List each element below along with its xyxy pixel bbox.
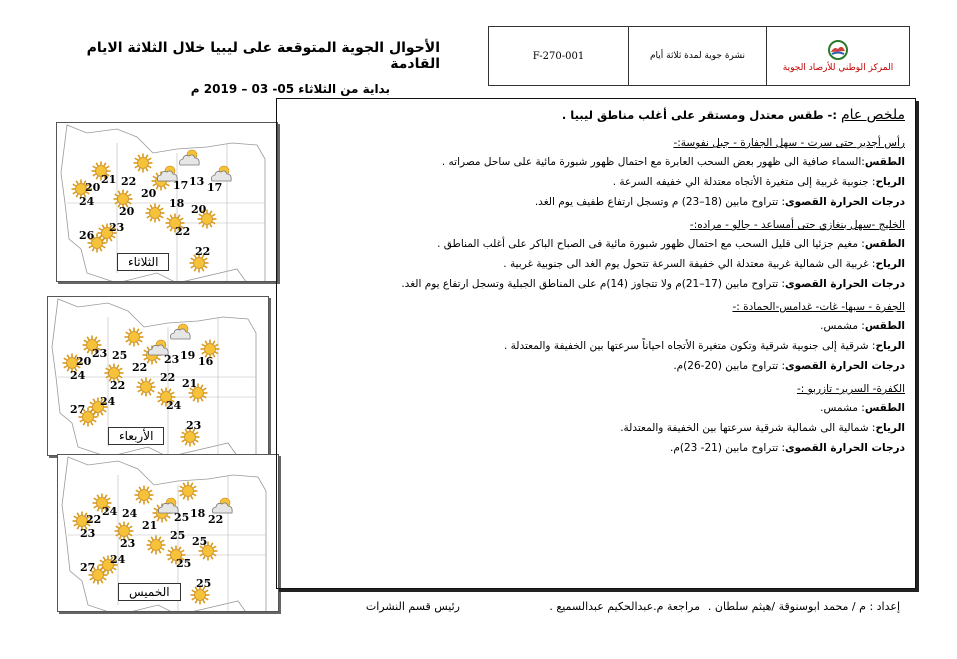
region-title: الجفرة - سبها- غات- غدامس-الحمادة :-: [732, 301, 905, 313]
map-temperature: 22: [132, 361, 148, 374]
weather-row: [285, 237, 905, 251]
map-temperature: 22: [208, 513, 224, 526]
map-temperature: 23: [92, 347, 108, 360]
weather-row: [285, 319, 905, 333]
map-temperature: 20: [76, 355, 92, 368]
map-temperature: 22: [195, 245, 211, 258]
wind-label: الرياح: [875, 422, 905, 434]
wind-text: : جنوبية غربية إلى متغيرة الأتجاه معتدلة الي خفيفه السرعة .: [612, 176, 876, 188]
wind-row: [285, 175, 905, 189]
bulletin-title: الأحوال الجوية المتوقعة على ليبيا خلال الثلاثة الايام القادمة: [86, 40, 440, 72]
wind-row: [285, 257, 905, 271]
map-temperature: 19: [180, 349, 196, 362]
weather-text: :السماء صافية الى ظهور بعض السحب العابرة مع احتمال ظهور شبورة مائية على ساحل مصراته .: [441, 156, 865, 168]
weather-row: [285, 155, 905, 169]
map-temperature: 24: [102, 505, 118, 518]
department-head: رئيس قسم النشرات: [365, 600, 460, 613]
map-temperature: 21: [182, 377, 198, 390]
region-block: [285, 383, 905, 455]
wind-row: [285, 339, 905, 353]
map-day-label: الثلاثاء: [117, 253, 169, 271]
wind-row: [285, 421, 905, 435]
region-title: الخليج -سهل بنغازي حتى أمساعد - جالو - مراده:-: [689, 219, 905, 231]
map-day-label: الأربعاء: [108, 427, 164, 445]
meteorology-center-logo-icon: [823, 39, 853, 61]
map-temperature: 24: [110, 553, 126, 566]
temperature-text: : تتراوح مابين (21- 23)م.: [670, 442, 786, 454]
map-temperature: 24: [100, 395, 116, 408]
wind-label: الرياح: [875, 340, 905, 352]
sunny-icon: [146, 535, 166, 555]
map-temperature: 25: [196, 577, 212, 590]
map-temperature: 13: [189, 175, 205, 188]
map-temperature: 26: [79, 229, 95, 242]
map-panel-wednesday: [47, 296, 269, 456]
bulletin-title-block: [40, 40, 440, 96]
map-temperature: 20: [141, 187, 157, 200]
map-temperature: 27: [70, 403, 86, 416]
region-block: [285, 137, 905, 209]
weather-label: الطقس: [864, 402, 905, 414]
publication-type: نشرة جوية لمدة ثلاثة أيام: [629, 27, 767, 85]
temperature-label: درجات الحرارة القصوى: [785, 360, 905, 372]
map-temperature: 24: [166, 399, 182, 412]
sunny-icon: [133, 153, 153, 173]
sunny-icon: [134, 485, 154, 505]
map-temperature: 24: [79, 195, 95, 208]
sunny-icon: [178, 481, 198, 501]
temperature-text: : تتراوح مابين (18–23) م وتسجل ارتفاع طفيف يوم الغد.: [534, 196, 786, 208]
map-temperature: 22: [121, 175, 137, 188]
map-temperature: 25: [112, 349, 128, 362]
map-temperature: 17: [207, 181, 223, 194]
temperature-text: : تتراوح مابين (20-26)م.: [673, 360, 786, 372]
map-temperature: 24: [122, 507, 138, 520]
temperature-row: [285, 359, 905, 373]
partly-cloudy-icon: [168, 323, 192, 341]
map-temperature: 24: [70, 369, 86, 382]
weather-label: الطقس: [864, 238, 905, 250]
weather-text: : مغيم جزئيا الى قليل السحب مع احتمال ظهور شبورة مائية فى الصباح الباكر على أغلب المناطق .: [437, 238, 865, 250]
map-temperature: 22: [110, 379, 126, 392]
sunny-icon: [136, 377, 156, 397]
temperature-row: [285, 441, 905, 455]
map-temperature: 18: [169, 197, 185, 210]
wind-text: : شرقية إلى جنوبية شرقية وتكون متغيرة الأتجاه احياناً سرعتها بين الخفيفة والمعتدلة .: [503, 340, 876, 352]
map-panel-thursday: [57, 454, 279, 612]
map-temperature: 23: [186, 419, 202, 432]
temperature-row: [285, 195, 905, 209]
map-temperature: 20: [85, 181, 101, 194]
reviewed-by: مراجعة م.عبدالحكيم عبدالسميع .: [549, 600, 700, 613]
region-title: الكفرة- السرير- تازربو :-: [796, 383, 905, 395]
temperature-text: : تتراوح مابين (17–21)م ولا تتجاوز (14)م على المناطق الجبلية وتسجل ارتفاع يوم الغد.: [401, 278, 786, 290]
wind-label: الرياح: [875, 258, 905, 270]
wind-label: الرياح: [875, 176, 905, 188]
map-day-label: الخميس: [118, 583, 181, 601]
summary-text: :- طقس معتدل ومستقر على أغلب مناطق ليبيا .: [561, 108, 837, 122]
map-temperature: 23: [164, 353, 180, 366]
map-temperature: 25: [174, 511, 190, 524]
wind-text: : غربية الى شمالية غربية معتدلة الي خفيفة السرعة تتحول يوم الغد الى جنوبية غربية .: [503, 258, 876, 270]
weather-label: الطقس: [864, 320, 905, 332]
map-temperature: 23: [120, 537, 136, 550]
map-temperature: 21: [101, 173, 117, 186]
sunny-icon: [145, 203, 165, 223]
region-block: [285, 301, 905, 373]
organization-cell: [767, 27, 909, 85]
map-temperature: 23: [109, 221, 125, 234]
map-temperature: 20: [119, 205, 135, 218]
map-temperature: 22: [160, 371, 176, 384]
map-temperature: 16: [198, 355, 214, 368]
temperature-row: [285, 277, 905, 291]
partly-cloudy-icon: [177, 149, 201, 167]
map-temperature: 20: [191, 203, 207, 216]
regions-list: [285, 137, 905, 455]
region-block: [285, 219, 905, 291]
map-panel-tuesday: [56, 122, 278, 282]
map-temperature: 25: [192, 535, 208, 548]
temperature-label: درجات الحرارة القصوى: [785, 196, 905, 208]
organization-name: المركز الوطني للأرصاد الجوية: [782, 63, 894, 73]
temperature-label: درجات الحرارة القصوى: [785, 278, 905, 290]
map-temperature: 17: [173, 179, 189, 192]
map-temperature: 22: [86, 513, 102, 526]
region-title: رأس أجدير حتى سرت - سهل الجفارة - جبل نفوسة:-: [673, 137, 905, 149]
temperature-label: درجات الحرارة القصوى: [785, 442, 905, 454]
wind-text: : شمالية الى شمالية شرقية سرعتها بين الخفيفة والمعتدلة.: [620, 422, 876, 434]
header-info-box: [488, 26, 910, 86]
weather-row: [285, 401, 905, 415]
summary-label: ملخص عام: [840, 107, 905, 123]
map-temperature: 22: [175, 225, 191, 238]
map-temperature: 25: [170, 529, 186, 542]
general-summary: [285, 107, 905, 123]
map-temperature: 25: [176, 557, 192, 570]
map-temperature: 23: [80, 527, 96, 540]
weather-label: الطقس: [864, 156, 905, 168]
sunny-icon: [124, 327, 144, 347]
weather-text: : مشمس.: [820, 320, 865, 332]
weather-text: : مشمس.: [820, 402, 865, 414]
map-temperature: 21: [142, 519, 158, 532]
prepared-by: إعداد : م / محمد ابوسنوقة /هيثم سلطان .: [707, 600, 900, 613]
map-temperature: 18: [190, 507, 206, 520]
footer-credits: [300, 600, 900, 618]
form-code: F-270-001: [489, 27, 629, 85]
map-temperature: 27: [80, 561, 96, 574]
forecast-text-box: [276, 98, 916, 589]
bulletin-date: بداية من الثلاثاء 05- 03 – 2019 م: [190, 82, 390, 96]
